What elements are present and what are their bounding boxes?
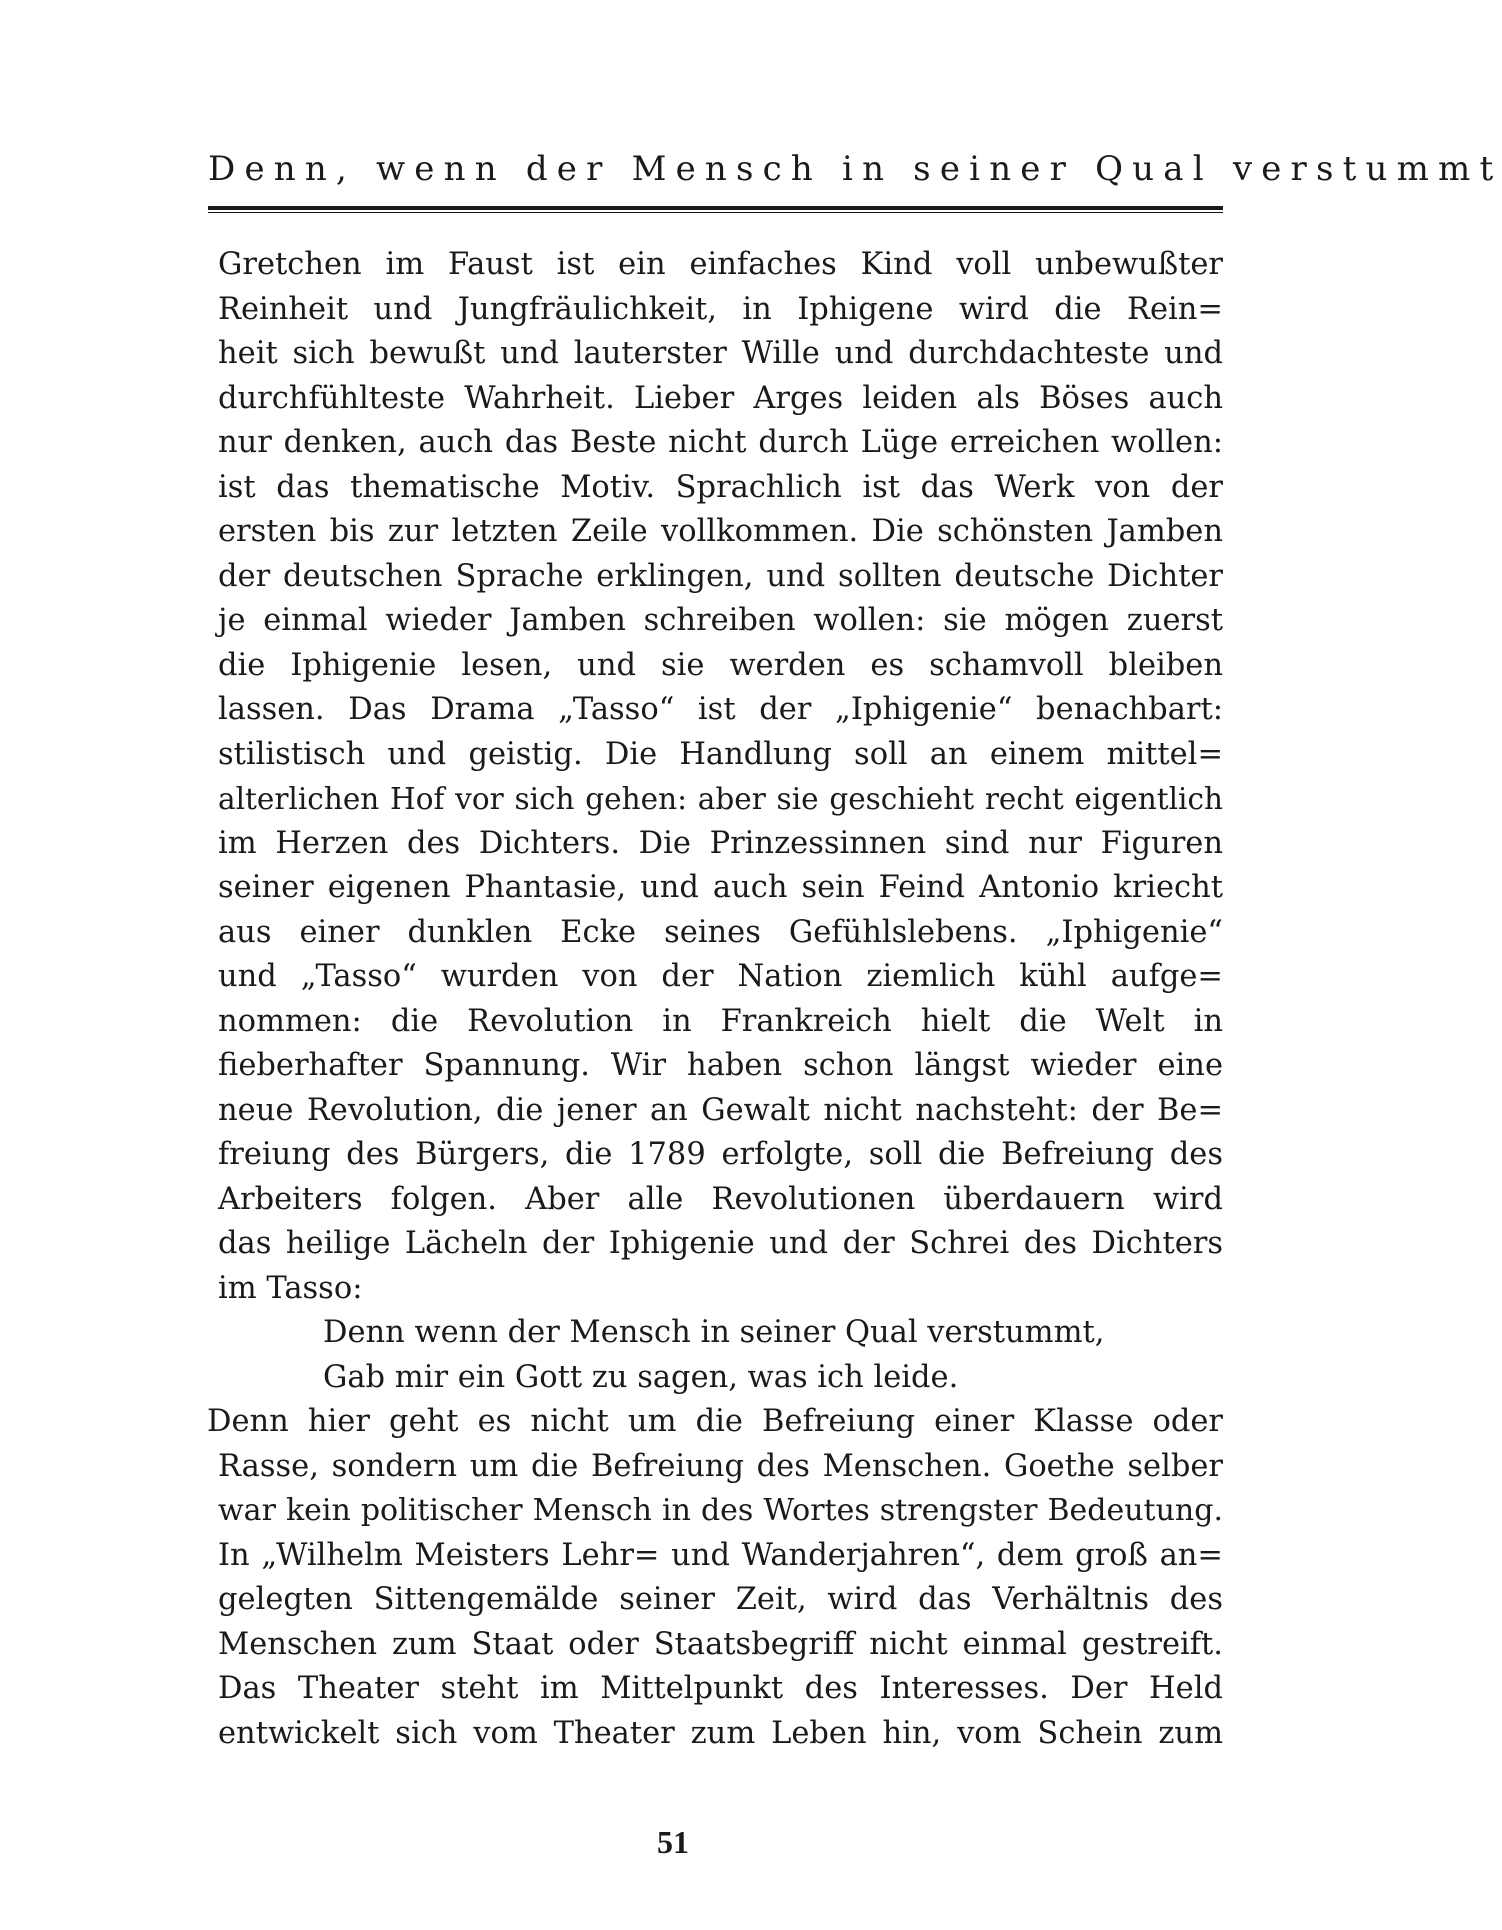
text-line: fieberhafter Spannung. Wir haben schon längst wieder eine — [218, 1048, 1223, 1083]
running-head: Denn, wenn der Mensch in seiner Qual verstummt — [208, 149, 1502, 189]
text-line: entwickelt sich vom Theater zum Leben hin, vom Schein zum — [218, 1715, 1223, 1751]
text-line: die Iphigenie lesen, und sie werden es schamvoll bleiben — [218, 647, 1223, 683]
text-line: In „Wilhelm Meisters Lehr= und Wanderjahren“, dem groß an= — [218, 1537, 1223, 1573]
verse-line: Gab mir ein Gott zu sagen, was ich leide. — [323, 1359, 959, 1395]
text-line: seiner eigenen Phantasie, und auch sein Feind Antonio kriecht — [218, 870, 1223, 905]
verse-line: Denn wenn der Mensch in seiner Qual verstummt, — [323, 1315, 1105, 1350]
text-line: Arbeiters folgen. Aber alle Revolutionen überdauern wird — [218, 1181, 1223, 1217]
text-line: das heilige Lächeln der Iphigenie und der Schrei des Dichters — [218, 1226, 1223, 1261]
text-line: war kein politischer Mensch in des Wortes strengster Bedeutung. — [218, 1493, 1223, 1528]
text-line: ersten bis zur letzten Zeile vollkommen. Die schönsten Jamben — [218, 514, 1223, 549]
text-line: je einmal wieder Jamben schreiben wollen: sie mögen zuerst — [218, 603, 1223, 638]
text-line: Menschen zum Staat oder Staatsbegriff nicht einmal gestreift. — [218, 1626, 1223, 1662]
text-line: nur denken, auch das Beste nicht durch Lüge erreichen wollen: — [218, 425, 1223, 460]
body-text — [207, 243, 1223, 1756]
text-line: neue Revolution, die jener an Gewalt nicht nachsteht: der Be= — [218, 1092, 1223, 1128]
text-line: gelegten Sittengemälde seiner Zeit, wird das Verhältnis des — [218, 1582, 1223, 1617]
text-line: durchfühlteste Wahrheit. Lieber Arges leiden als Böses auch — [218, 380, 1223, 416]
text-line: heit sich bewußt und lauterster Wille und durchdachteste und — [218, 336, 1223, 371]
text-line: alterlichen Hof vor sich gehen: aber sie geschieht recht eigentlich — [218, 782, 1223, 816]
text-line: nommen: die Revolution in Frankreich hielt die Welt in — [218, 1003, 1223, 1039]
text-line: im Tasso: — [218, 1270, 363, 1306]
text-line: Rasse, sondern um die Befreiung des Menschen. Goethe selber — [218, 1448, 1223, 1484]
text-line: und „Tasso“ wurden von der Nation ziemlich kühl aufge= — [218, 959, 1223, 994]
text-line: Das Theater steht im Mittelpunkt des Interesses. Der Held — [218, 1671, 1223, 1706]
text-line: Reinheit und Jungfräulichkeit, in Iphigene wird die Rein= — [218, 291, 1223, 327]
page-number: 51 — [657, 1824, 689, 1860]
text-line: Denn hier geht es nicht um die Befreiung einer Klasse oder — [207, 1404, 1223, 1439]
header-rule — [208, 206, 1223, 213]
text-line: freiung des Bürgers, die 1789 erfolgte, soll die Befreiung des — [218, 1137, 1223, 1172]
text-line: im Herzen des Dichters. Die Prinzessinnen sind nur Figuren — [218, 825, 1223, 861]
text-line: der deutschen Sprache erklingen, und sollten deutsche Dichter — [218, 558, 1223, 594]
text-line: lassen. Das Drama „Tasso“ ist der „Iphigenie“ benachbart: — [218, 692, 1223, 727]
text-line: aus einer dunklen Ecke seines Gefühlslebens. „Iphigenie“ — [218, 914, 1223, 950]
text-line: ist das thematische Motiv. Sprachlich ist das Werk von der — [218, 469, 1223, 505]
text-line: Gretchen im Faust ist ein einfaches Kind voll unbewußter — [218, 247, 1223, 282]
text-line: stilistisch und geistig. Die Handlung soll an einem mittel= — [218, 736, 1223, 772]
